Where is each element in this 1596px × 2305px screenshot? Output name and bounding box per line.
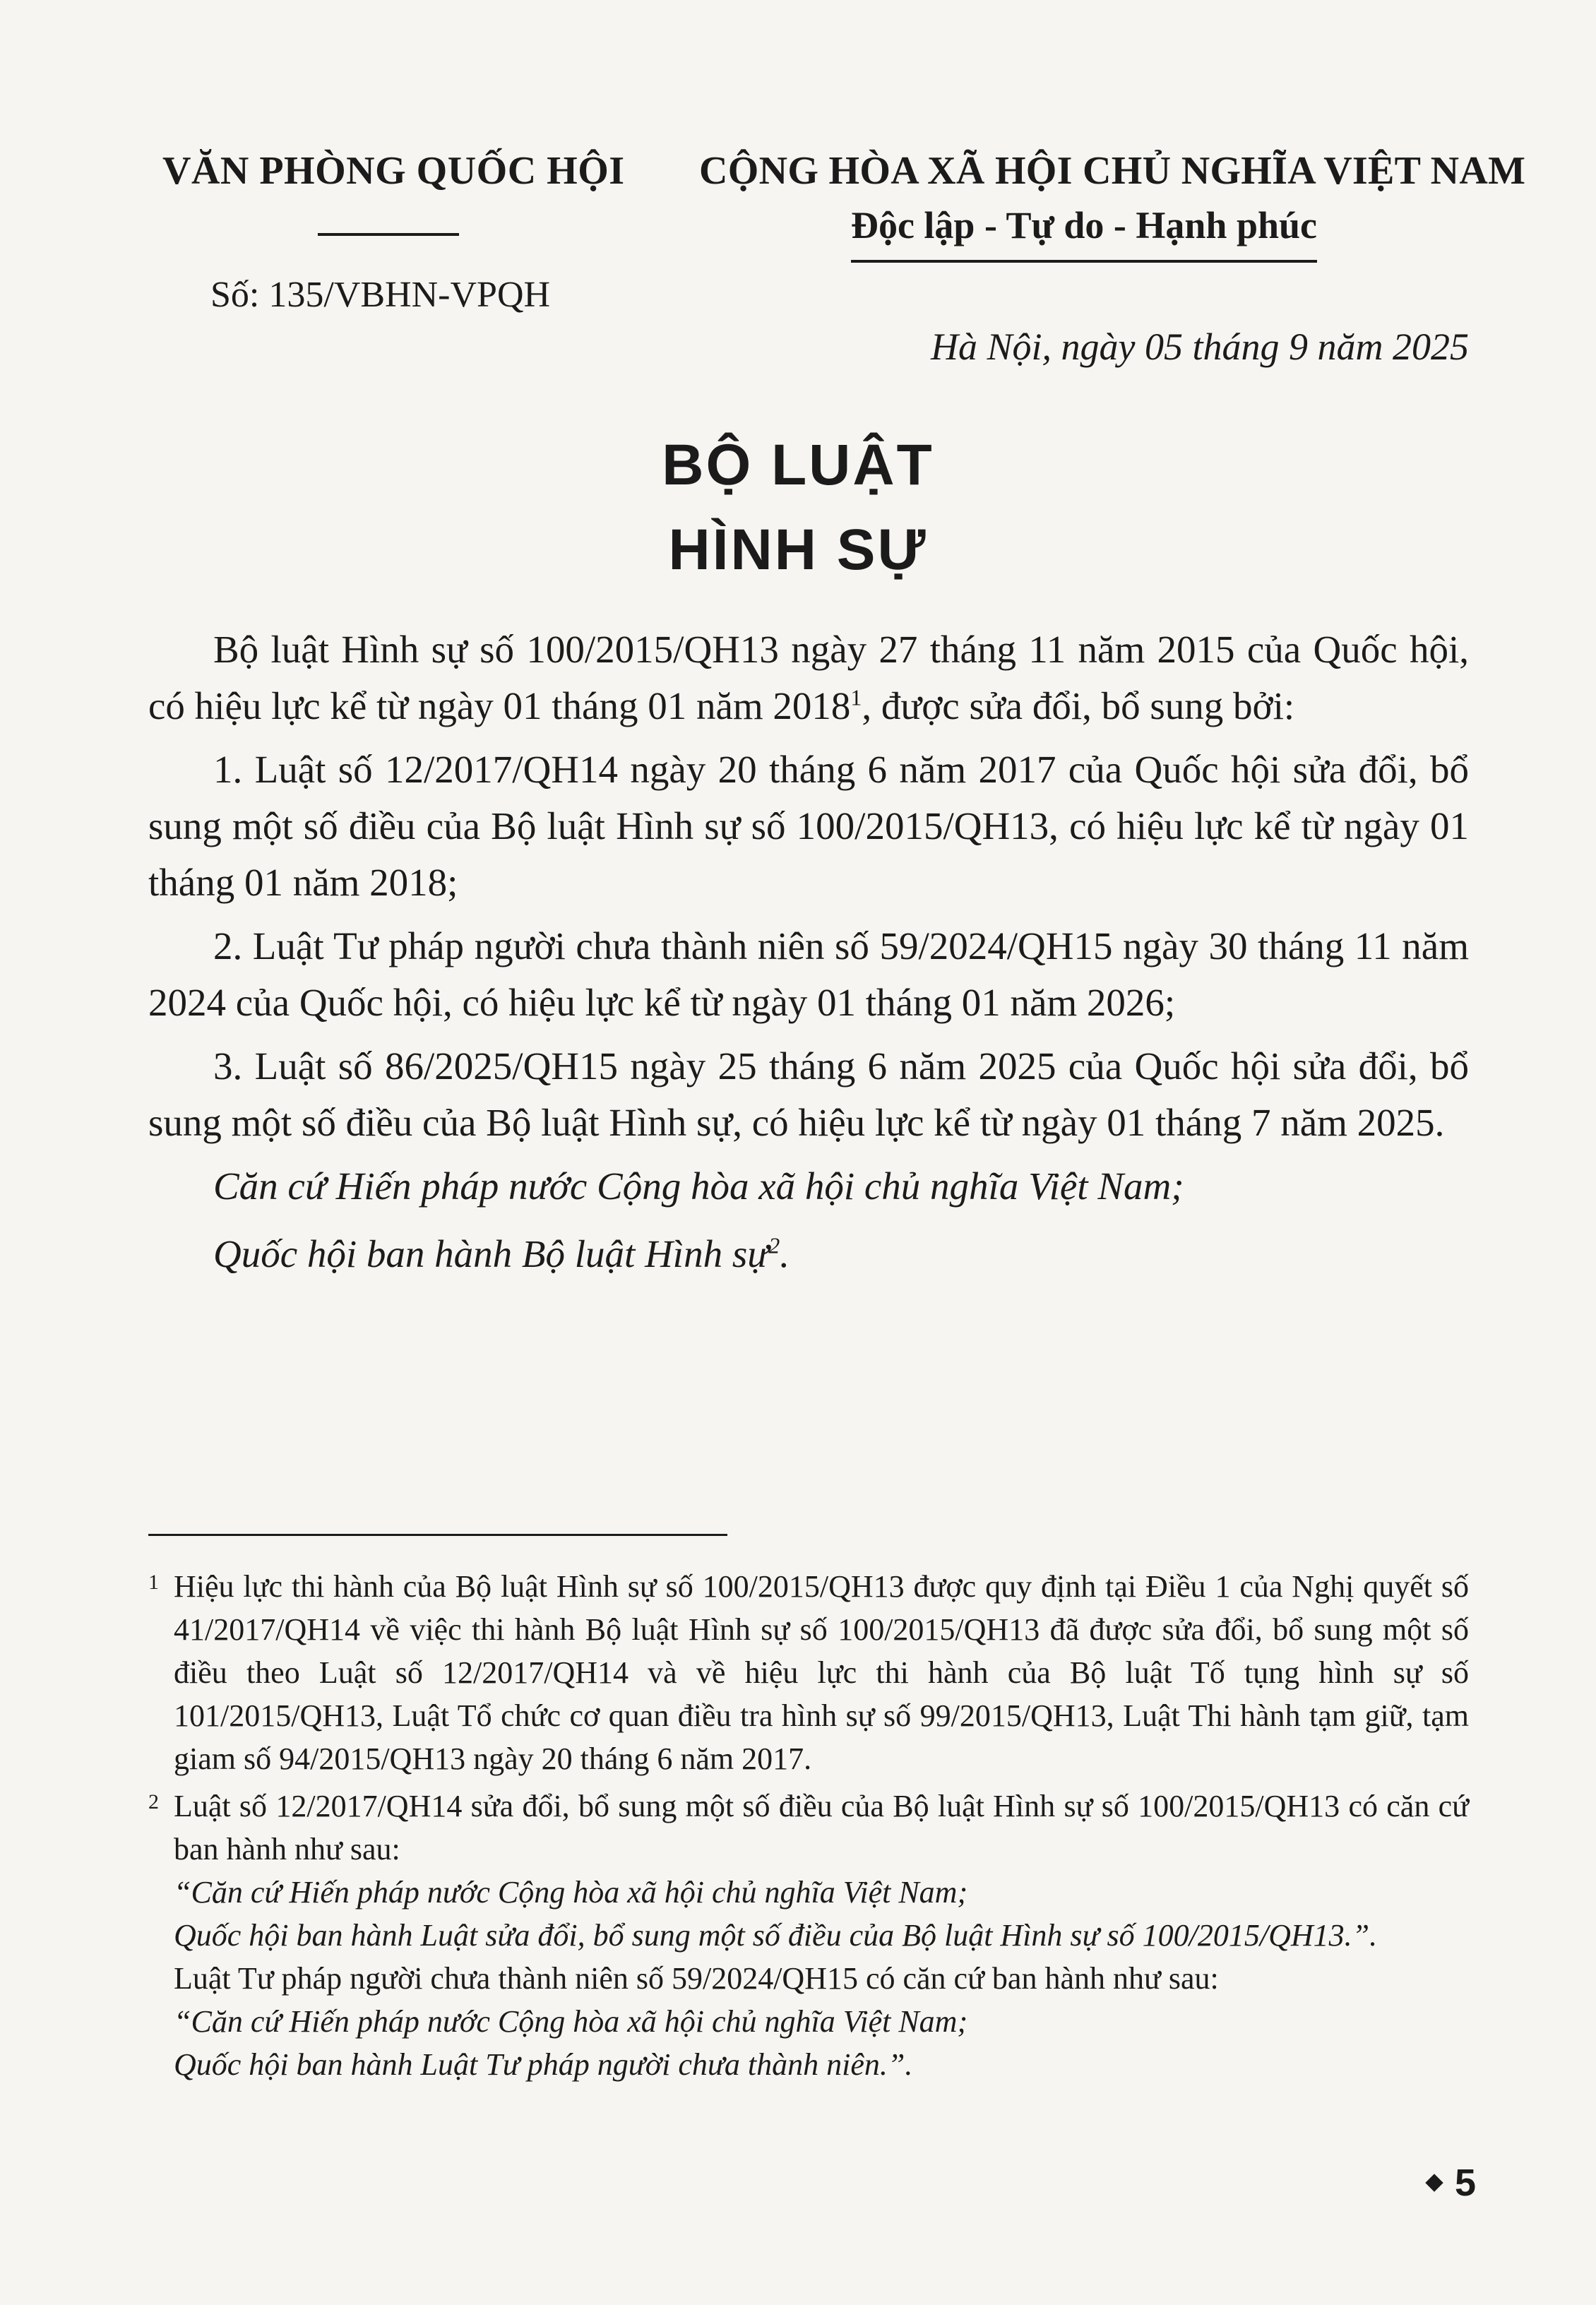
footnote-text: Hiệu lực thi hành của Bộ luật Hình sự số 100/2015/QH13 được quy định tại Điều 1 của Nghị quyết số 41/2017/QH14 về việc thi hành Bộ luật Hình sự số 100/2015/QH13 đã được sửa đổi, bổ sung một số điều theo Luật số 12/2017/QH14 và về hiệu lực thi hành của Bộ luật Tố tụng hình sự số 101/2015/QH13, Luật Tổ chức cơ quan điều tra hình sự số 99/2015/QH13, Luật Thi hành tạm giữ, tạm giam số 94/2015/QH13 ngày 20 tháng 6 năm 2017. (174, 1569, 1469, 1776)
enactment-clause (148, 1226, 1469, 1282)
footnote-quote: “Căn cứ Hiến pháp nước Cộng hòa xã hội chủ nghĩa Việt Nam; (174, 2004, 968, 2039)
amendment-item-1: 1. Luật số 12/2017/QH14 ngày 20 tháng 6 năm 2017 của Quốc hội sửa đổi, bổ sung một số điều của Bộ luật Hình sự số 100/2015/QH13, có hiệu lực kể từ ngày 01 tháng 01 năm 2018; (148, 748, 1469, 904)
legal-basis: Căn cứ Hiến pháp nước Cộng hòa xã hội chủ nghĩa Việt Nam; (213, 1165, 1184, 1208)
footnote-quote: Quốc hội ban hành Luật sửa đổi, bổ sung một số điều của Bộ luật Hình sự số 100/2015/QH13.”. (174, 1918, 1378, 1953)
national-title: CỘNG HÒA XÃ HỘI CHỦ NGHĨA VIỆT NAM (699, 149, 1526, 193)
footnote-text: Luật số 12/2017/QH14 sửa đổi, bổ sung một số điều của Bộ luật Hình sự số 100/2015/QH13 có căn cứ ban hành như sau: (174, 1789, 1469, 1866)
header-left (162, 148, 625, 236)
page-number (1428, 2161, 1476, 2205)
footnote-text: Luật Tư pháp người chưa thành niên số 59/2024/QH15 có căn cứ ban hành như sau: (174, 1961, 1219, 1996)
amendment-item-2: 2. Luật Tư pháp người chưa thành niên số 59/2024/QH15 ngày 30 tháng 11 năm 2024 của Quốc hội, có hiệu lực kể từ ngày 01 tháng 01 năm 2026; (148, 924, 1469, 1024)
footnote-separator (148, 1534, 727, 1536)
document-body (148, 621, 1469, 1294)
intro-text-end: , được sửa đổi, bổ sung bởi: (862, 684, 1295, 727)
footnote-2 (148, 1785, 1469, 2086)
motto-underline (851, 260, 1317, 263)
intro-text: Bộ luật Hình sự số 100/2015/QH13 ngày 27 tháng 11 năm 2015 của Quốc hội, có hiệu lực kể từ ngày 01 tháng 01 năm 2018 (148, 628, 1469, 727)
agency-underline (318, 233, 459, 236)
amendment-item-3: 3. Luật số 86/2025/QH15 ngày 25 tháng 6 năm 2025 của Quốc hội sửa đổi, bổ sung một số điều của Bộ luật Hình sự, có hiệu lực kể từ ngày 01 tháng 7 năm 2025. (148, 1044, 1469, 1144)
header-right (699, 148, 1526, 263)
footnote-quote: Quốc hội ban hành Luật Tư pháp người chưa thành niên.”. (174, 2047, 913, 2082)
page-number-value: 5 (1454, 2162, 1476, 2204)
footnote-ref-1: 1 (850, 684, 862, 710)
footnotes (148, 1565, 1469, 2090)
footnote-quote: “Căn cứ Hiến pháp nước Cộng hòa xã hội chủ nghĩa Việt Nam; (174, 1875, 968, 1910)
footnote-mark: 2 (148, 1790, 159, 1813)
national-motto: Độc lập - Tự do - Hạnh phúc (850, 204, 1318, 246)
document-title-line2: HÌNH SỰ (668, 518, 928, 582)
enactment-text: Quốc hội ban hành Bộ luật Hình sự (213, 1232, 769, 1275)
document-number: Số: 135/VBHN-VPQH (210, 275, 551, 315)
footnote-mark: 1 (148, 1571, 159, 1594)
enactment-period: . (780, 1232, 790, 1275)
issuing-agency: VĂN PHÒNG QUỐC HỘI (162, 149, 625, 193)
document-title-line1: BỘ LUẬT (662, 433, 934, 497)
issue-date: Hà Nội, ngày 05 tháng 9 năm 2025 (931, 326, 1469, 368)
footnote-ref-2: 2 (768, 1232, 780, 1258)
diamond-icon (1425, 2174, 1443, 2191)
footnote-1 (148, 1565, 1469, 1780)
intro-paragraph (148, 621, 1469, 734)
